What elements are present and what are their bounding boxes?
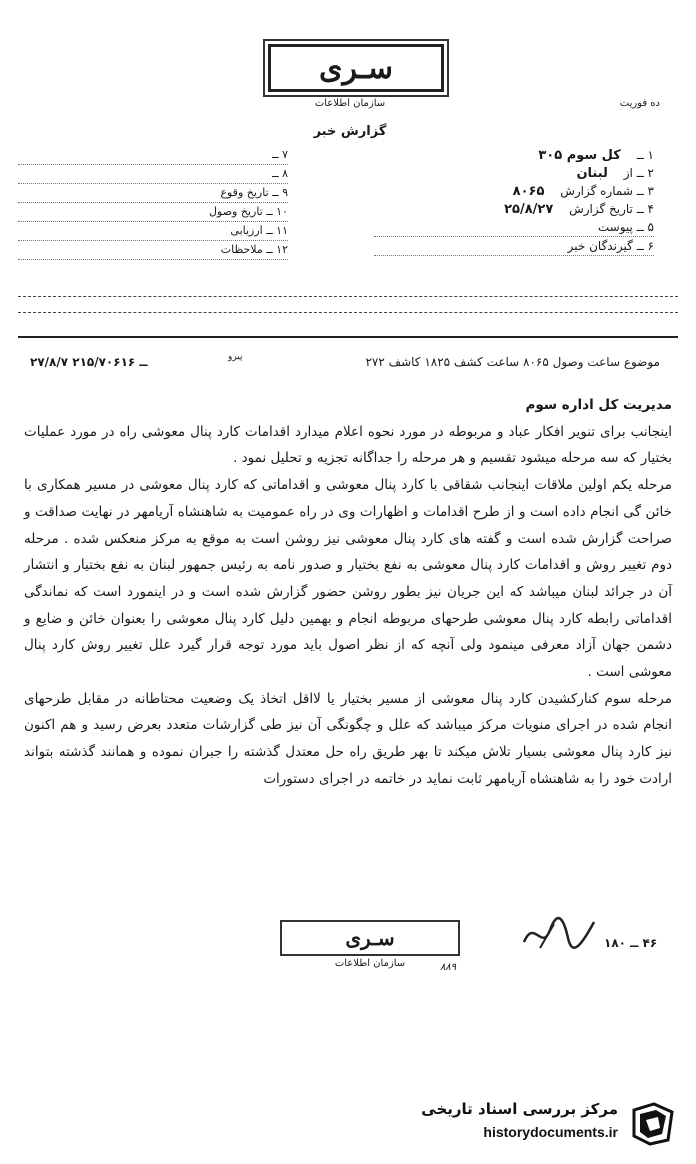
- field-row: [18, 203, 288, 222]
- paragraph: مرحله یکم اولین ملاقات اینجانب شقاقی با کارد پنال معوشی و اقداماتی که کارد پنال معوشی در مسیر همکاری با خائن گی انجام داده است و از طرح اقدامات و اظهارات وی در راه عمومیت به شاهنشاه آریامهر در نهایت صداقت و صراحت گزارش شده است و گفته هاى کارد پنال معوشی نیز روشن است به موقع به مرکز منعکس شده . مرحله دوم تغییر روش و اقدامات کارد پنال معوشی به نفع بختیار و صدور نامه به رئیس جمهور لبنان به نفع بختیار و انتشار آن در جرائد لبنان میباشد که این جریان نیز بطور روشن حضور گزارش شده است و در اینمورد است که نماندگی اقداماتی رابطه کارد پنال معوشی طرحهای مربوطه انجام و بهمین دلیل کارد پنال معوشی را بعنوان خائن و ضایع و دشمن جهان آزاد معرفی مینمود ولی آنچه که از نظر اصول باید مورد توجه قرار گیرد علل تغییر روش کارد پنال معوشی است .: [24, 477, 672, 681]
- divider: [18, 312, 678, 313]
- field-row: [374, 164, 654, 182]
- report-title: گزارش خبر: [313, 124, 387, 139]
- subject-text: موضوع ساعت وصول ۸۰۶۵ ساعت کشف ۱۸۲۵ کاشف ۲۷۲: [365, 355, 660, 369]
- divider: [18, 336, 678, 338]
- signature-scribble: [520, 912, 600, 956]
- field-value: کل سوم ۳۰۵: [538, 148, 621, 163]
- handwritten-note: ۸۸۹: [440, 962, 457, 973]
- paragraph: اینجانب برای تنویر افکار عباد و مربوطه در مورد نحوه اعلام میدارد اقدامات کارد پنال معوشی راه در مورد عملیات بختیار که سه مرحله میشود تقسیم و هر مرحله را جداگانه تجزیه و تحلیل نمود .: [24, 423, 672, 467]
- field-label: ۱۰ ــ تاریخ وصول: [209, 205, 288, 218]
- addressee: مدیریت کل اداره سوم: [525, 397, 672, 413]
- watermark-title: مرکز بررسی اسناد تاریخی: [421, 1100, 618, 1118]
- classification-stamp: سـری: [268, 44, 444, 92]
- field-row: [18, 222, 288, 241]
- priority-tag: ده فوریت: [619, 98, 660, 109]
- signature-subtitle: سازمان اطلاعات: [334, 958, 406, 969]
- field-label: ۹ ــ تاریخ وقوع: [220, 186, 288, 199]
- field-row: [18, 241, 288, 260]
- attachment-tag: پیرو: [228, 352, 243, 362]
- watermark-url: historydocuments.ir: [483, 1124, 618, 1140]
- letter-body: [24, 392, 672, 793]
- field-row: [374, 182, 654, 200]
- field-label: ۵ ــ پیوست: [597, 220, 654, 234]
- field-label: ۱ ــ: [636, 148, 654, 162]
- field-row: [18, 184, 288, 203]
- reference-number: ۲۷/۸/۷ ــ ۲۱۵/۷۰۶۱۶: [30, 355, 148, 369]
- signature-stamp: سـری: [280, 920, 460, 956]
- field-label: ۶ ــ گیرندگان خبر: [567, 239, 654, 253]
- field-label: ۱۱ ــ ارزیابی: [230, 224, 288, 237]
- subject-line: [20, 355, 660, 369]
- field-label: ۴ ــ تاریخ گزارش: [569, 202, 654, 216]
- header-fields-right: [374, 146, 654, 256]
- organization-subtitle: سازمان اطلاعات: [314, 98, 386, 109]
- field-value: ۸۰۶۵: [512, 184, 545, 199]
- watermark: [392, 1100, 682, 1148]
- page-code: ۴۶ ــ ۱۸۰: [604, 936, 658, 950]
- header-fields-left: [18, 146, 288, 260]
- field-value: ۲۵/۸/۲۷: [504, 202, 554, 217]
- field-label: ۸ ــ: [272, 167, 288, 180]
- field-label: ۲ ــ از: [623, 166, 654, 180]
- book-logo-icon: [628, 1100, 678, 1146]
- field-label: ۳ ــ شماره گزارش: [560, 184, 654, 198]
- field-row: [18, 165, 288, 184]
- field-value: لبنان: [576, 166, 608, 181]
- field-label: ۱۲ ــ ملاحظات: [220, 243, 288, 256]
- field-row: [374, 237, 654, 256]
- field-row: [374, 218, 654, 237]
- field-row: [374, 146, 654, 164]
- field-label: ۷ ــ: [272, 148, 288, 161]
- divider: [18, 296, 678, 297]
- field-row: [18, 146, 288, 165]
- paragraph: مرحله سوم کنارکشیدن کارد پنال معوشی از مسیر بختیار یا لااقل اتخاذ یک وضعیت محتاطانه در مقابل طرحهای انجام شده در اجرای منویات مرکز میباشد که علل و چگونگی آن نیز طی گزارشات متعدد بعرض رسید و هم اکنون نیز کارد پنال معوشی بسیار تلاش میکند تا بهر طریق راه حل معتدل گذشته را جبران نموده و همانند گذشته بتواند ارادت خود را به شاهنشاه آریامهر ثابت نماید در خاتمه در اجرای دستورات: [24, 690, 672, 787]
- field-row: [374, 200, 654, 218]
